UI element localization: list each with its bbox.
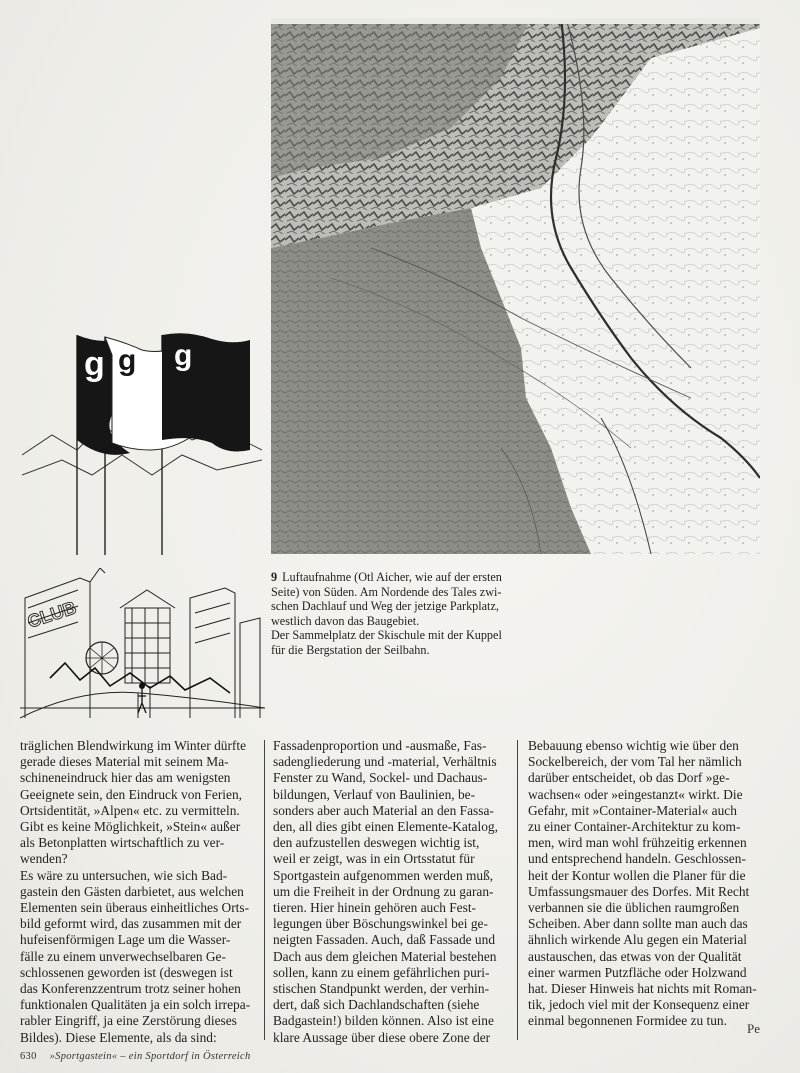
column-3-line: einmal begonnenen Formidee zu tun. (528, 1013, 727, 1029)
text-column-1 (20, 738, 255, 1045)
flag-label-1: g (84, 345, 105, 383)
caption-line-1 (271, 570, 691, 585)
column-2-line: tieren. Hier hinein gehören auch Fest- (273, 900, 477, 916)
column-1-line: hufeisenförmigen Lage um die Wasser- (20, 932, 231, 948)
column-1-line: Bildes). Diese Elemente, als da sind: (20, 1029, 217, 1045)
column-3-line: einer warmen Putzfläche oder Holzwand (528, 964, 747, 980)
column-3-line: Sockelbereich, der vom Tal her nämlich (528, 754, 742, 770)
text-column-3 (528, 738, 764, 1038)
column-3-line: ähnlich wirkende Alu gegen ein Material (528, 932, 748, 948)
column-1-line: Es wäre zu untersuchen, wie sich Bad- (20, 867, 228, 883)
caption-line-1-text: Luftaufnahme (Otl Aicher, wie auf der ersten (282, 570, 502, 584)
flag-label-2: g (118, 344, 137, 377)
column-2-line: sadengliederung und -material, Verhältnis (273, 754, 497, 770)
column-2-line: Badgastein!) bilden können. Also ist eine (273, 1013, 494, 1029)
column-1-line: gerade dieses Material mit seinem Ma- (20, 754, 229, 770)
column-3-line: zu einer Container-Architektur zu kom- (528, 819, 741, 835)
club-sign: CLUB (25, 597, 79, 632)
caption-line-6: für die Bergstation der Seilbahn. (271, 642, 430, 657)
column-1-line: rabler Eingriff, ja eine Zerstörung dieses (20, 1013, 237, 1029)
aerial-photograph (271, 18, 760, 554)
column-2-line: den, all dies gibt einen Elemente-Katalog, (273, 819, 498, 835)
column-3-line: Scheiben. Aber dann sollte man auch das (528, 916, 748, 932)
column-2-line: stischen Standpunkt werden, der verhin- (273, 981, 490, 997)
column-1-line: bild geformt wird, das zusammen mit der (20, 916, 242, 932)
column-3-line: men, wird man wohl frühzeitig erkennen (528, 835, 747, 851)
column-1-line: als Betonplatten wirtschaftlich zu ver- (20, 835, 225, 851)
column-2-line: klare Aussage über diese obere Zone der (273, 1029, 491, 1045)
caption-line-2: Seite) von Süden. Am Nordende des Tales zwi- (271, 584, 502, 599)
column-3-line: Bebauung ebenso wichtig wie über den (528, 738, 739, 753)
figure-caption (271, 570, 691, 658)
author-initials: Pe (747, 1021, 760, 1036)
caption-number: 9 (271, 570, 278, 584)
flag-label-3: g (174, 339, 193, 372)
column-3-line: austauschen, das etwas von der Qualität (528, 948, 742, 964)
column-1-line: Ortsidentität, »Alpen« etc. zu vermitteln. (20, 802, 240, 818)
column-divider-1 (264, 740, 265, 1040)
column-1-line: schlossenen geworden ist (deswegen ist (20, 964, 233, 980)
caption-line-4: westlich davon das Baugebiet. (271, 613, 420, 628)
column-2-line: bildungen, Verlauf von Baulinien, be- (273, 786, 476, 802)
village-street-sketch (20, 568, 265, 723)
column-2-line: Fassadenproportion und -ausmaße, Fas- (273, 738, 487, 753)
column-2-line: um die Freiheit in der Ordnung zu garan- (273, 883, 494, 899)
column-2-line: Fenster zu Wand, Sockel- und Dachaus- (273, 770, 488, 786)
column-2-line: den aufzustellen deswegen wichtig ist, (273, 835, 480, 851)
caption-line-5: Der Sammelplatz der Skischule mit der Kuppel (271, 628, 502, 643)
column-3-line: tik, jedoch viel mit der Konsequenz einer (528, 997, 750, 1013)
page-footer (20, 1051, 251, 1062)
flag-illustration (22, 325, 262, 555)
column-2-line: weil er zeigt, was in ein Ortsstatut für (273, 851, 475, 867)
column-2-line: sonders aber auch Material an den Fassa- (273, 802, 494, 818)
column-3-line: verbannen sie die üblichen raumgroßen (528, 900, 740, 916)
column-1-line: fälle zu einem unverwechselbaren Ge- (20, 948, 226, 964)
column-2-line: Sportgastein aufgenommen werden muß, (273, 867, 494, 883)
column-1-line: Elementen sein überaus einheitliches Orts- (20, 900, 250, 916)
column-3-line: Gefahr, mit »Container-Material« auch (528, 802, 737, 818)
aerial-photo-drawing (271, 18, 760, 554)
column-3-line: und entsprechend handeln. Geschlossen- (528, 851, 746, 867)
column-1-line: schineneindruck hier das am wenigsten (20, 770, 231, 786)
column-1-line: träglichen Blendwirkung im Winter dürfte (20, 738, 247, 753)
caption-line-3: schen Dachlauf und Weg der jetzige Parkplatz, (271, 599, 499, 614)
column-2-line: dert, daß sich Dachlandschaften (siehe (273, 997, 480, 1013)
column-1-line: wenden? (20, 851, 68, 867)
column-1-line: das Konferenzzentrum trotz seiner hohen (20, 981, 241, 997)
column-3-line: wachsen« oder »eingestanzt« wirkt. Die (528, 786, 743, 802)
column-2-line: neigten Fassaden. Auch, daß Fassade und (273, 932, 496, 948)
column-2-line: Dach aus dem gleichen Material bestehen (273, 948, 497, 964)
sketch-drawing (20, 568, 265, 723)
running-title: »Sportgastein« – ein Sportdorf in Österreich (49, 1051, 251, 1062)
column-divider-2 (517, 740, 518, 1040)
column-3-line: heit der Kontur wollen die Planer für die (528, 867, 746, 883)
text-column-2 (273, 738, 503, 1045)
column-2-line: sollen, kann zu einem gefährlichen puri- (273, 964, 490, 980)
page-number: 630 (20, 1051, 37, 1062)
column-1-line: funktionalen Qualitäten ja ein solch irrepa- (20, 997, 251, 1013)
column-1-line: Geeignete sein, den Eindruck von Ferien, (20, 786, 242, 802)
column-1-line: gastein den Gästen darbietet, aus welchen (20, 883, 244, 899)
column-1-line: Gibt es keine Möglichkeit, »Stein« außer (20, 819, 241, 835)
flag-drawing (22, 325, 262, 555)
column-3-line: darüber entscheidet, ob das Dorf »ge- (528, 770, 730, 786)
column-3-line: hat. Dieser Hinweis hat nichts mit Roman- (528, 981, 757, 997)
column-2-line: legungen über Böschungswinkel bei ge- (273, 916, 488, 932)
column-3-line: Umfassungsmauer des Dorfes. Mit Recht (528, 883, 750, 899)
